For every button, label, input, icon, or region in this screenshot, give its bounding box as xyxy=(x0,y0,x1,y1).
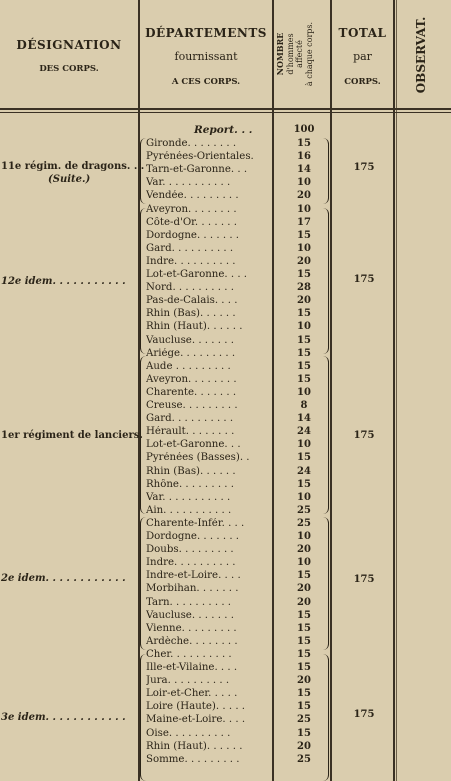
departement-name: Nord. . . . . . . . . . xyxy=(146,282,234,294)
departement-count: 10 xyxy=(297,177,311,189)
group-label-12e: 12e idem. . . . . . . . . . . xyxy=(1,276,126,287)
departement-count: 10 xyxy=(297,242,311,254)
departement-name: Gard. . . . . . . . . . xyxy=(146,242,234,254)
departement-count: 15 xyxy=(297,635,311,647)
header-total-title: TOTAL xyxy=(338,26,387,40)
header-observations-title: OBSERVAT. xyxy=(414,16,428,94)
departement-count: 28 xyxy=(297,282,311,294)
departement-name: Maine-et-Loire. . . . xyxy=(146,714,246,726)
departement-count: 10 xyxy=(297,203,311,215)
group-sublabel-suite: (Suite.) xyxy=(48,174,91,185)
column-rule-3 xyxy=(330,0,332,781)
header-nombre-line3: affecté xyxy=(295,40,304,68)
brace-group-3 xyxy=(140,356,147,514)
group-total-3e: 175 xyxy=(353,709,375,720)
departement-count: 10 xyxy=(297,321,311,333)
header-total xyxy=(332,0,393,108)
departement-name: Indre. . . . . . . . . . xyxy=(146,557,236,569)
header-observations xyxy=(398,0,451,108)
departement-count: 25 xyxy=(297,504,311,516)
departement-count: 15 xyxy=(297,229,311,241)
departement-name: Gironde. . . . . . . . xyxy=(146,138,237,149)
departement-name: Rhône. . . . . . . . . xyxy=(146,478,235,490)
departement-count: 14 xyxy=(297,164,311,176)
brace-group-2 xyxy=(140,208,147,354)
header-departements-title: DÉPARTEMENTS xyxy=(145,26,267,40)
departement-count: 20 xyxy=(297,255,311,267)
departement-count: 15 xyxy=(297,308,311,320)
header-designation-subtitle: DES CORPS. xyxy=(39,64,99,74)
group-label-3e: 3e idem. . . . . . . . . . . . xyxy=(1,712,126,723)
departement-count: 25 xyxy=(297,714,311,726)
departement-name: Loir-et-Cher. . . . . xyxy=(146,688,238,700)
departement-count: 8 xyxy=(300,400,308,411)
departement-name: Rhin (Bas). . . . . . xyxy=(146,465,236,477)
departement-count: 10 xyxy=(297,557,311,569)
group-total-2e: 175 xyxy=(353,574,375,585)
departement-name: Tarn-et-Garonne. . . xyxy=(146,164,248,176)
departement-name: Gard. . . . . . . . . . xyxy=(146,413,234,425)
header-nombre-line4: à chaque corps. xyxy=(304,21,314,87)
column-rule-2 xyxy=(272,0,274,781)
departement-name: Dordogne. . . . . . . xyxy=(146,531,240,542)
departement-name: Indre-et-Loire. . . . xyxy=(146,570,241,582)
departement-count: 15 xyxy=(297,138,311,149)
header-nombre xyxy=(274,0,330,108)
brace-group-4 xyxy=(140,517,147,650)
departement-count: 15 xyxy=(297,662,311,673)
departement-name: Pyrénées-Orientales. xyxy=(146,151,254,163)
departement-count: 20 xyxy=(297,675,311,687)
departement-name: Creuse. . . . . . . . . xyxy=(146,400,238,411)
departement-name: Aude . . . . . . . . . xyxy=(146,360,231,372)
departement-count: 24 xyxy=(297,465,311,477)
departement-name: Rhin (Bas). . . . . . xyxy=(146,308,236,320)
departement-count: 15 xyxy=(297,269,311,280)
header-rule-thin xyxy=(0,112,451,113)
departement-name: Ille-et-Vilaine. . . . xyxy=(146,662,238,673)
header-designation xyxy=(0,0,138,108)
header-nombre-line1: NOMBRE xyxy=(275,32,285,76)
column-rule-5 xyxy=(396,0,397,781)
departement-name: Aveyron. . . . . . . . xyxy=(146,373,237,385)
departement-count: 20 xyxy=(297,544,311,556)
departement-count: 25 xyxy=(297,517,311,529)
departement-count: 15 xyxy=(297,622,311,634)
departement-count: 15 xyxy=(297,347,311,359)
departement-name: Var. . . . . . . . . . . xyxy=(146,177,231,189)
departement-count: 16 xyxy=(297,151,311,163)
rbrace-group-4 xyxy=(322,517,329,650)
departement-name: Morbihan. . . . . . . xyxy=(146,583,239,595)
departement-count: 24 xyxy=(297,426,311,438)
group-label-1er-lanciers: 1er régiment de lanciers. xyxy=(1,430,143,441)
header-designation-title: DÉSIGNATION xyxy=(16,38,122,52)
departement-count: 15 xyxy=(297,334,311,346)
departement-name: Lot-et-Garonne. . . . xyxy=(146,269,248,280)
departement-name: Vaucluse. . . . . . . xyxy=(146,609,234,621)
departement-name: Var. . . . . . . . . . . xyxy=(146,491,231,503)
departement-count: 15 xyxy=(297,701,311,713)
departement-name: Vaucluse. . . . . . . xyxy=(146,334,234,346)
departement-name: Charente-Infér. . . . xyxy=(146,517,245,529)
header-total-line2: par xyxy=(353,50,372,63)
group-total-11e: 175 xyxy=(353,162,375,173)
departement-count: 15 xyxy=(297,648,311,660)
departement-count: 10 xyxy=(297,531,311,542)
group-label-11e-dragons: 11e régim. de dragons. . . xyxy=(1,161,145,172)
departement-count: 20 xyxy=(297,295,311,307)
header-departements xyxy=(140,0,272,108)
departement-count: 15 xyxy=(297,478,311,490)
departement-count: 15 xyxy=(297,360,311,372)
rbrace-group-5 xyxy=(322,654,329,781)
departement-name: Tarn. . . . . . . . . . xyxy=(146,596,232,608)
rbrace-group-3 xyxy=(322,356,329,514)
column-rule-4 xyxy=(393,0,395,781)
header-departements-line3: A CES CORPS. xyxy=(171,77,241,87)
departement-name: Rhin (Haut). . . . . . xyxy=(146,321,243,333)
departement-count: 15 xyxy=(297,688,311,700)
departement-name: Jura. . . . . . . . . . xyxy=(146,675,230,687)
departement-name: Loire (Haute). . . . . xyxy=(146,701,246,713)
departement-count: 15 xyxy=(297,570,311,582)
report-value: 100 xyxy=(293,124,315,135)
departement-count: 15 xyxy=(297,373,311,385)
rbrace-group-1 xyxy=(322,138,329,204)
departement-name: Ardèche. . . . . . . . xyxy=(146,635,238,647)
header-nombre-line2: d'hommes xyxy=(285,33,295,75)
report-label: Report. . . xyxy=(194,124,253,136)
header-departements-line2: fournissant xyxy=(174,50,238,63)
departement-name: Côte-d'Or. . . . . . . xyxy=(146,216,238,228)
rbrace-group-2 xyxy=(322,208,329,354)
departement-name: Vienne. . . . . . . . . xyxy=(146,622,237,634)
departement-count: 10 xyxy=(297,491,311,503)
departement-count: 14 xyxy=(297,413,311,425)
departement-count: 20 xyxy=(297,583,311,595)
departement-name: Pas-de-Calais. . . . xyxy=(146,295,238,307)
departement-count: 20 xyxy=(297,190,311,202)
departement-count: 25 xyxy=(297,753,311,765)
departement-count: 10 xyxy=(297,439,311,451)
group-total-1er-lanciers: 175 xyxy=(353,430,375,441)
departement-name: Ariége. . . . . . . . . xyxy=(146,347,236,359)
departement-name: Pyrénées (Basses). . xyxy=(146,452,250,464)
group-label-2e: 2e idem. . . . . . . . . . . . xyxy=(1,573,126,584)
brace-group-5 xyxy=(140,654,147,781)
departement-count: 15 xyxy=(297,609,311,621)
departement-count: 15 xyxy=(297,727,311,739)
departement-count: 20 xyxy=(297,740,311,752)
header-total-line3: CORPS. xyxy=(344,77,381,87)
departement-name: Ain. . . . . . . . . . . xyxy=(146,504,232,516)
departement-count: 20 xyxy=(297,596,311,608)
departement-name: Charente. . . . . . . xyxy=(146,386,237,398)
departement-name: Oise. . . . . . . . . . xyxy=(146,727,231,739)
header-rule xyxy=(0,108,451,110)
departement-count: 17 xyxy=(297,216,311,228)
departement-name: Doubs. . . . . . . . . xyxy=(146,544,234,556)
departement-name: Cher. . . . . . . . . . xyxy=(146,648,232,660)
departement-count: 10 xyxy=(297,386,311,398)
departement-name: Dordogne. . . . . . . xyxy=(146,229,240,241)
departement-name: Lot-et-Garonne. . . xyxy=(146,439,241,451)
group-total-12e: 175 xyxy=(353,274,375,285)
brace-group-1 xyxy=(140,138,147,204)
departement-name: Aveyron. . . . . . . . xyxy=(146,203,237,215)
departement-count: 15 xyxy=(297,452,311,464)
departement-name: Vendée. . . . . . . . . xyxy=(146,190,239,202)
departement-name: Hérault. . . . . . . . xyxy=(146,426,235,438)
departement-name: Indre. . . . . . . . . . xyxy=(146,255,236,267)
departement-name: Somme. . . . . . . . . xyxy=(146,753,240,765)
departement-name: Rhin (Haut). . . . . . xyxy=(146,740,243,752)
